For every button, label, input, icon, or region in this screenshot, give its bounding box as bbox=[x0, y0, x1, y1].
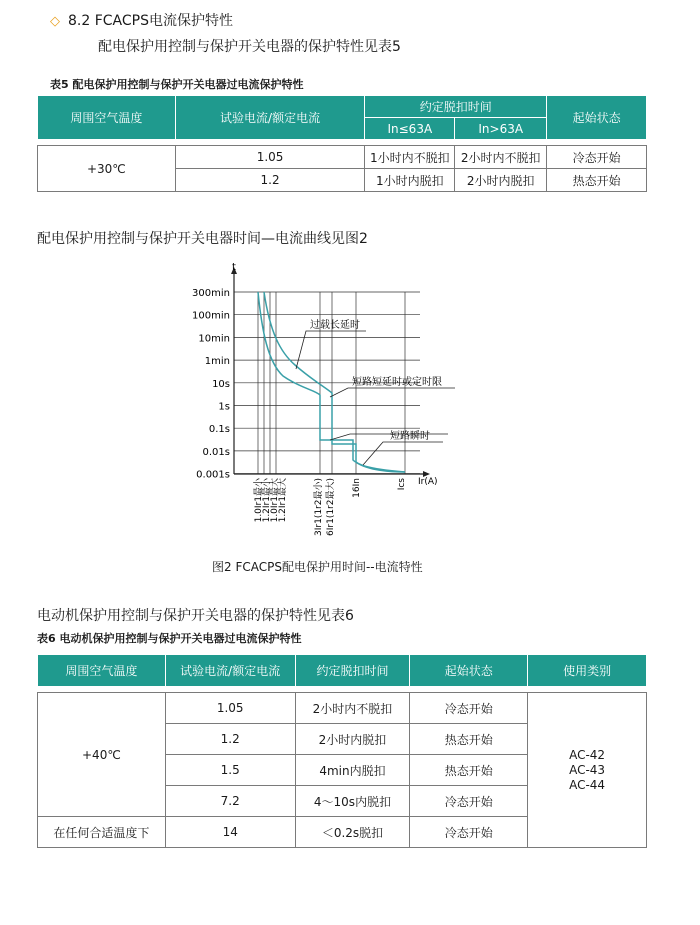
x-axis-label: 16In bbox=[352, 478, 362, 498]
t5-state: 热态开始 bbox=[547, 169, 647, 192]
motor-heading: 电动机保护用控制与保护开关电器的保护特性见表6 bbox=[37, 608, 354, 624]
y-tick-label: 0.1s bbox=[208, 424, 230, 436]
t5-ratio: 1.2 bbox=[175, 169, 365, 192]
t6-last-ambient: 在任何合适温度下 bbox=[38, 817, 166, 848]
t6-state: 热态开始 bbox=[410, 755, 528, 786]
y-tick-label: 0.01s bbox=[202, 446, 230, 458]
t6-categories: AC-42 AC-43 AC-44 bbox=[528, 693, 647, 848]
t6-state: 冷态开始 bbox=[410, 786, 528, 817]
y-tick-label: 100min bbox=[192, 310, 230, 322]
t5-trip-le: 1小时内脱扣 bbox=[365, 169, 455, 192]
t5-trip-gt: 2小时内不脱扣 bbox=[455, 146, 547, 169]
t5-header-in-gt: In>63A bbox=[455, 118, 547, 140]
t-axis-label: t bbox=[232, 262, 236, 273]
x-axis-label: 1.0Ir1最小 bbox=[254, 478, 264, 523]
t5-header-ambient: 周围空气温度 bbox=[38, 96, 176, 140]
x-axis-label: 6Ir1(1r2最大) bbox=[326, 478, 336, 536]
table6-caption: 表6 电动机保护用控制与保护开关电器过电流保护特性 bbox=[37, 632, 302, 645]
section-title: ◇ 8.2 FCACPS电流保护特性 bbox=[50, 13, 233, 29]
x-axis-label: Ir(A) bbox=[418, 477, 438, 487]
t5-header-trip: 约定脱扣时间 bbox=[365, 96, 547, 118]
table6 bbox=[37, 654, 647, 848]
t6-header-ratio: 试验电流/额定电流 bbox=[165, 655, 295, 687]
annotation-overload: 过载长延时 bbox=[310, 320, 360, 331]
t5-trip-le: 1小时内不脱扣 bbox=[365, 146, 455, 169]
t6-state: 冷态开始 bbox=[410, 693, 528, 724]
t5-header-in-le: In≤63A bbox=[365, 118, 455, 140]
annotation-instant: 短路瞬时 bbox=[390, 431, 430, 442]
t6-temp: +40℃ bbox=[38, 693, 166, 817]
t6-trip: 2小时内不脱扣 bbox=[295, 693, 410, 724]
t6-ratio: 1.05 bbox=[165, 693, 295, 724]
t6-state: 热态开始 bbox=[410, 724, 528, 755]
t6-header-state: 起始状态 bbox=[410, 655, 528, 687]
diamond-icon: ◇ bbox=[50, 14, 60, 29]
x-axis-label: 1.0Ir1最大 bbox=[270, 478, 280, 523]
t5-temp: +30℃ bbox=[38, 146, 176, 192]
t5-header-state: 起始状态 bbox=[547, 96, 647, 140]
t6-trip: 4～10s内脱扣 bbox=[295, 786, 410, 817]
t6-ratio: 1.2 bbox=[165, 724, 295, 755]
t6-header-category: 使用类别 bbox=[528, 655, 647, 687]
y-tick-label: 10s bbox=[212, 378, 230, 390]
y-tick-label: 300min bbox=[192, 288, 230, 299]
x-axis-label: 3Ir1(1r2最小) bbox=[314, 478, 324, 536]
t5-header-ratio: 试验电流/额定电流 bbox=[175, 96, 365, 140]
x-axis-label: 1.2Ir1最大 bbox=[278, 478, 288, 523]
t5-ratio: 1.05 bbox=[175, 146, 365, 169]
t6-trip: ＜0.2s脱扣 bbox=[295, 817, 410, 848]
time-current-curve bbox=[0, 262, 700, 544]
t6-ratio: 7.2 bbox=[165, 786, 295, 817]
t5-state: 冷态开始 bbox=[547, 146, 647, 169]
figure-caption: 图2 FCACPS配电保护用时间--电流特性 bbox=[212, 560, 423, 574]
x-axis-label: 1.2Ir1最小 bbox=[262, 478, 272, 523]
t6-trip: 2小时内脱扣 bbox=[295, 724, 410, 755]
section-subtitle: 配电保护用控制与保护开关电器的保护特性见表5 bbox=[98, 39, 401, 55]
t5-trip-gt: 2小时内脱扣 bbox=[455, 169, 547, 192]
t6-trip: 4min内脱扣 bbox=[295, 755, 410, 786]
x-axis-label: Ics bbox=[397, 478, 407, 491]
t6-ratio: 1.5 bbox=[165, 755, 295, 786]
t6-state: 冷态开始 bbox=[410, 817, 528, 848]
table5-caption: 表5 配电保护用控制与保护开关电器过电流保护特性 bbox=[50, 78, 304, 91]
curve-heading: 配电保护用控制与保护开关电器时间—电流曲线见图2 bbox=[37, 231, 368, 247]
t6-header-trip: 约定脱扣时间 bbox=[295, 655, 410, 687]
t6-ratio: 14 bbox=[165, 817, 295, 848]
y-tick-label: 10min bbox=[198, 333, 230, 345]
y-tick-label: 1s bbox=[218, 401, 230, 413]
annotation-short-delay: 短路短延时或定时限 bbox=[352, 377, 442, 388]
y-tick-label: 0.001s bbox=[196, 469, 230, 481]
y-tick-label: 1min bbox=[204, 356, 230, 368]
t6-header-ambient: 周围空气温度 bbox=[38, 655, 166, 687]
table5 bbox=[37, 95, 647, 192]
